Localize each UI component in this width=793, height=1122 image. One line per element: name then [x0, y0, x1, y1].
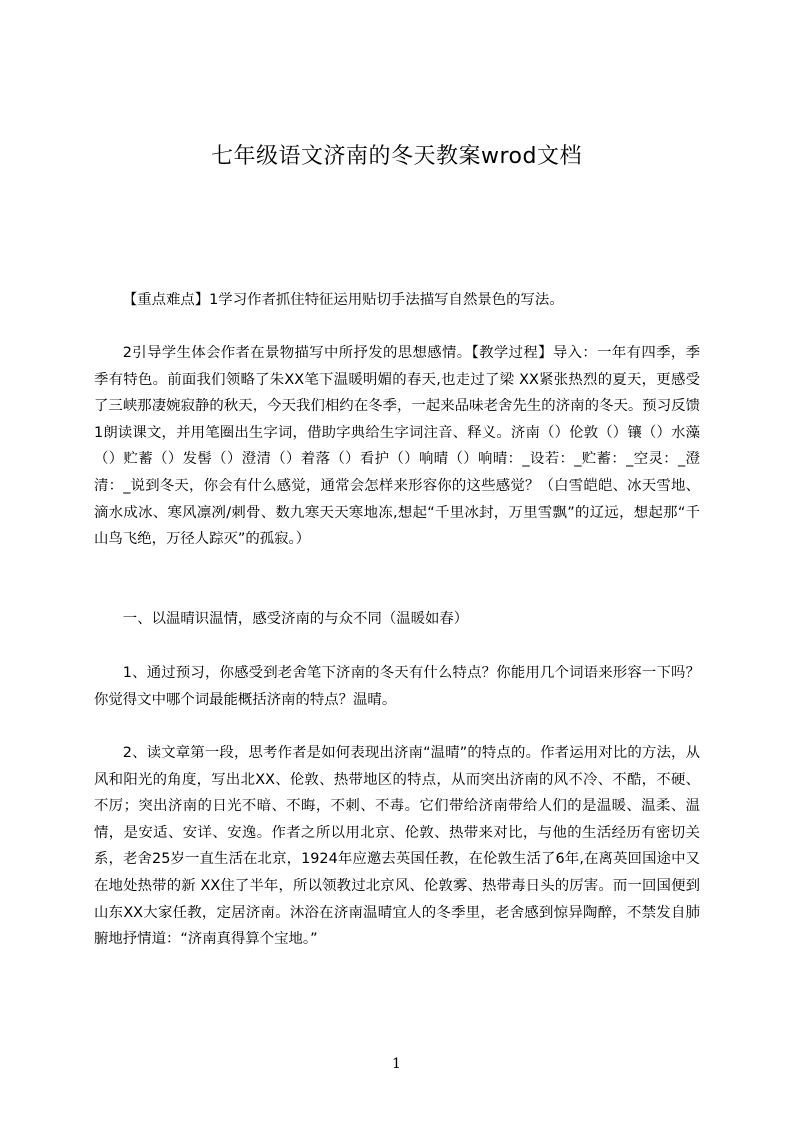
paragraph-question-2: 2、读文章第一段，思考作者是如何表现出济南“温晴”的特点的。作者运用对比的方法，从风和阳光的角度，写出北XX、伦敦、热带地区的特点，从而突出济南的风不冷、不酷，不硬、不厉；突出济南的日光不暗、不晦，不刺、不毒。它们带给济南带给人们的是温暖、温柔、温情，是安适、安详、安逸。作者之所以用北京、伦敦、热带来对比，与他的生活经历有密切关系，老舍25岁一直生活在北京，1924年应邀去英国任教，在伦敦生活了6年,在离英回国途中又在地处热带的新 XX住了半年，所以领教过北京风、伦敦雾、热带毒日头的厉害。而一回国便到山东XX大家任教，定居济南。沐浴在济南温晴宜人的冬季里，老舍感到惊异陶醉，不禁发自肺腑地抒情道：“济南真得算个宝地。”: [94, 745, 700, 948]
paragraph-question-1: 1、通过预习，你感受到老舍笔下济南的冬天有什么特点？你能用几个词语来形容一下吗？你觉得文中哪个词最能概括济南的特点？温晴。: [94, 665, 700, 708]
paragraph-key-points: 【重点难点】1学习作者抓住特征运用贴切手法描写自然景色的写法。: [122, 292, 564, 308]
page-number: 1: [392, 1056, 401, 1072]
section-heading-1: 一、以温晴识温情，感受济南的与众不同（温暖如春）: [122, 611, 469, 627]
document-title: 七年级语文济南的冬天教案wrod文档: [211, 144, 582, 169]
paragraph-introduction: 2引导学生体会作者在景物描写中所抒发的思想感情。【教学过程】导入：一年有四季，季季有特色。前面我们领略了朱XX笔下温暖明媚的春天,也走过了梁 XX紧张热烈的夏天，更感受了三峡那凄婉寂静的秋天，今天我们相约在冬季，一起来品味老舍先生的济南的冬天。预习反馈1朗读课文，并用笔圈出生字词，借助字典给生字词注音、释义。济南（）伦敦（）镶（）水藻（）贮蓄（）发髻（）澄清（）着落（）看护（）响晴（）响晴：_设若：_贮蓄：_空灵：_澄清：_说到冬天，你会有什么感觉，通常会怎样来形容你的这些感觉？（白雪皑皑、冰天雪地、滴水成冰、寒风凛冽/刺骨、数九寒天天寒地冻,想起“千里冰封，万里雪飘”的辽远，想起那“千山鸟飞绝，万径人踪灭”的孤寂。）: [94, 345, 700, 548]
